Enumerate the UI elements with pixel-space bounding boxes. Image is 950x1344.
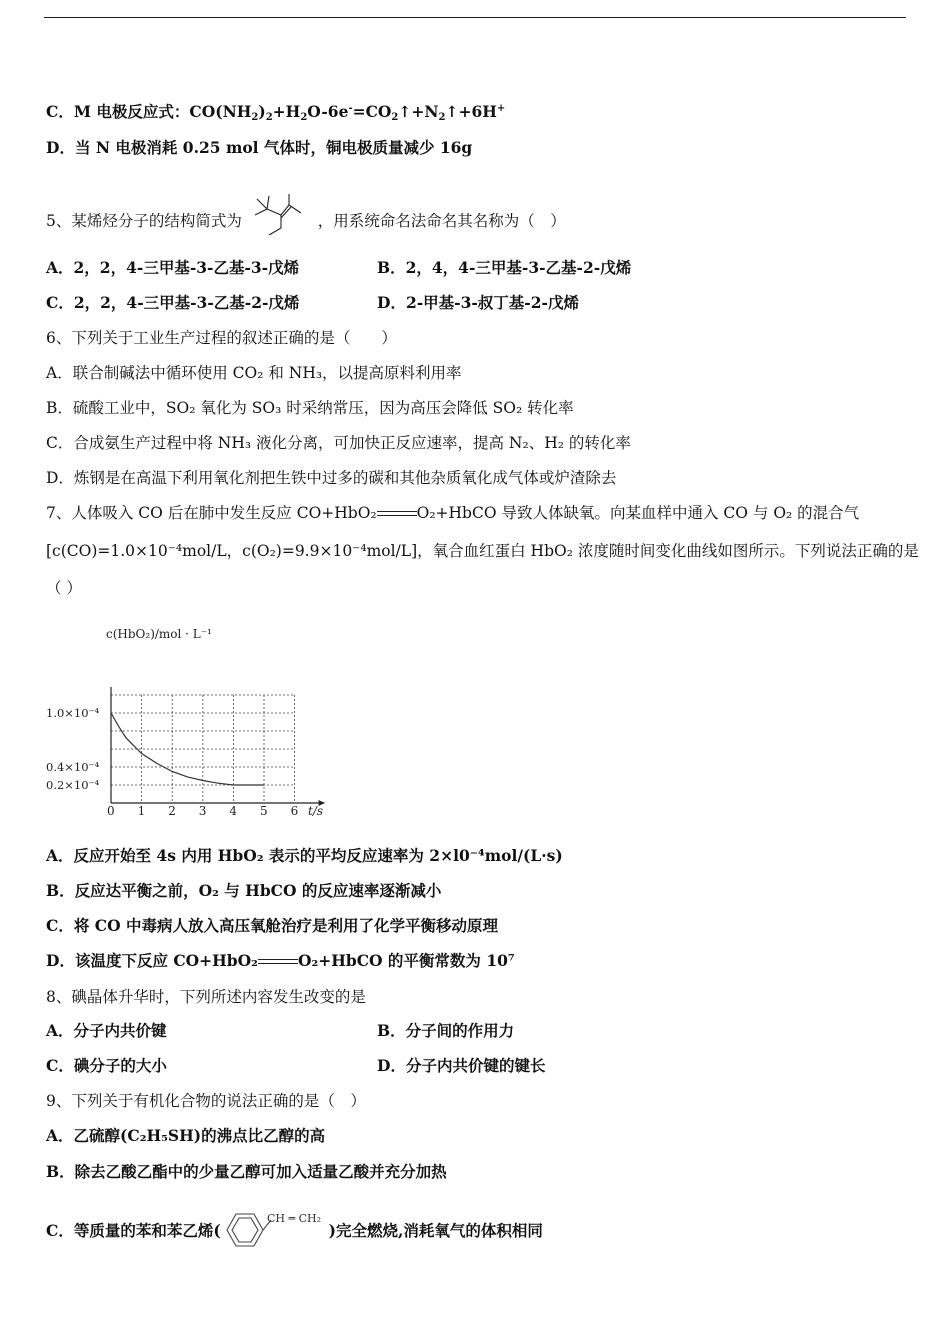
q5-option-a: A．2，2，4-三甲基-3-乙基-3-戊烯: [46, 258, 300, 277]
q6-stem: 6、下列关于工业生产过程的叙述正确的是（ ）: [46, 329, 397, 347]
chart-x-tick-label: 6: [290, 804, 299, 818]
q5-stem-tail: ，用系统命名法命名其名称为（ ）: [317, 212, 566, 230]
q7-option-a: A．反应开始至 4s 内用 HbO₂ 表示的平均反应速率为 2×l0⁻⁴mol/(L·s): [46, 846, 563, 865]
q6-option-d: D．炼钢是在高温下利用氧化剂把生铁中过多的碳和其他杂质氧化成气体或炉渣除去: [46, 469, 617, 487]
q8-option-c: C．碘分子的大小: [46, 1056, 167, 1075]
q8-stem: 8、碘晶体升华时，下列所述内容发生改变的是: [46, 988, 366, 1006]
q5-options-row1: [46, 258, 906, 278]
q5-stem-lead: 5、某烯烃分子的结构简式为: [46, 212, 242, 230]
q9-option-a: A．乙硫醇(C₂H₅SH)的沸点比乙醇的高: [46, 1126, 326, 1145]
q7-option-d: [46, 951, 515, 971]
q5-option-d: D．2-甲基-3-叔丁基-2-戊烯: [377, 293, 579, 312]
q9-option-c: [46, 1210, 543, 1254]
chart-y-tick-label: 0.2×10⁻⁴: [46, 778, 100, 792]
q5-stem: [46, 199, 566, 245]
q4-option-c: C．M 电极反应式：$CO(NH_2)_2+H_2O-6e^-=CO_2↑+N_2↑+6H^+$: [46, 102, 506, 123]
chart-x-tick-label: 5: [260, 804, 268, 818]
header-rule: [44, 17, 906, 18]
q9-option-c-part1: C．等质量的苯和苯乙烯(: [46, 1221, 221, 1240]
chart-x-tick-label: 3: [198, 804, 207, 818]
q9-stem: 9、下列关于有机化合物的说法正确的是（ ）: [46, 1092, 366, 1110]
chart-y-axis-label: c(HbO₂)/mol · L⁻¹: [106, 627, 212, 641]
q9-option-b: B．除去乙酸乙酯中的少量乙醇可加入适量乙酸并充分加热: [46, 1162, 447, 1181]
q8-options-row2: [46, 1056, 906, 1076]
q4-option-d: D．当 N 电极消耗 0.25 mol 气体时，铜电极质量减少 16g: [46, 138, 473, 157]
chart-x-tick-label: 2: [168, 804, 176, 818]
chart-x-tick-label: 0: [107, 804, 115, 818]
equilibrium-arrow-icon: [258, 956, 298, 968]
q8-option-b: B．分子间的作用力: [377, 1021, 515, 1040]
q5-option-c: C．2，2，4-三甲基-3-乙基-2-戊烯: [46, 293, 300, 312]
chart-x-tick-label: 4: [229, 804, 238, 818]
chart-x-axis-label: t/s: [308, 804, 324, 818]
q7-stem-line2: [c(CO)=1.0×10⁻⁴mol/L，c(O₂)=9.9×10⁻⁴mol/L]，氧合血红蛋白 HbO₂ 浓度随时间变化曲线如图所示。下列说法正确的是: [46, 542, 919, 560]
q8-option-a: A．分子内共价键: [46, 1021, 167, 1040]
q8-option-d: D．分子内共价键的键长: [377, 1056, 546, 1075]
equilibrium-arrow-icon: [377, 508, 417, 520]
q7-stem-part2: O₂+HbCO 导致人体缺氧。向某血样中通入 CO 与 O₂ 的混合气: [416, 504, 860, 522]
styrene-vinyl-label: CH ═ CH₂: [266, 1212, 321, 1225]
styrene-structure: [221, 1208, 329, 1252]
q7-stem-line3: （ ）: [46, 579, 82, 597]
q7-option-b: B．反应达平衡之前，O₂ 与 HbCO 的反应速率逐渐减小: [46, 881, 442, 900]
q7-option-d-part2: O₂+HbCO 的平衡常数为 10⁷: [297, 951, 515, 970]
q6-option-b: B．硫酸工业中，SO₂ 氧化为 SO₃ 时采纳常压，因为高压会降低 SO₂ 转化率: [46, 399, 574, 417]
q9-option-c-part2: )完全燃烧,消耗氧气的体积相同: [328, 1221, 543, 1240]
q6-option-c: C．合成氨生产过程中将 NH₃ 液化分离，可加快正反应速率，提高 N₂、H₂ 的转化率: [46, 434, 631, 452]
q7-option-d-part1: D．该温度下反应 CO+HbO₂: [46, 951, 258, 970]
chart-y-tick-label: 1.0×10⁻⁴: [46, 706, 100, 720]
q5-option-b: B．2，4，4-三甲基-3-乙基-2-戊烯: [377, 258, 632, 277]
hbo2-concentration-chart: [44, 614, 344, 826]
q7-option-c: C．将 CO 中毒病人放入高压氧舱治疗是利用了化学平衡移动原理: [46, 916, 498, 935]
q7-stem-line1: [46, 503, 859, 523]
q7-stem-part1: 7、人体吸入 CO 后在肺中发生反应 CO+HbO₂: [46, 504, 377, 522]
q6-option-a: A．联合制碱法中循环使用 CO₂ 和 NH₃，以提高原料利用率: [46, 364, 462, 382]
q5-options-row2: [46, 293, 906, 313]
chart-x-tick-label: 1: [137, 804, 146, 818]
q8-options-row1: [46, 1021, 906, 1041]
alkene-skeletal-structure: [251, 193, 309, 239]
chart-y-tick-label: 0.4×10⁻⁴: [46, 760, 100, 774]
